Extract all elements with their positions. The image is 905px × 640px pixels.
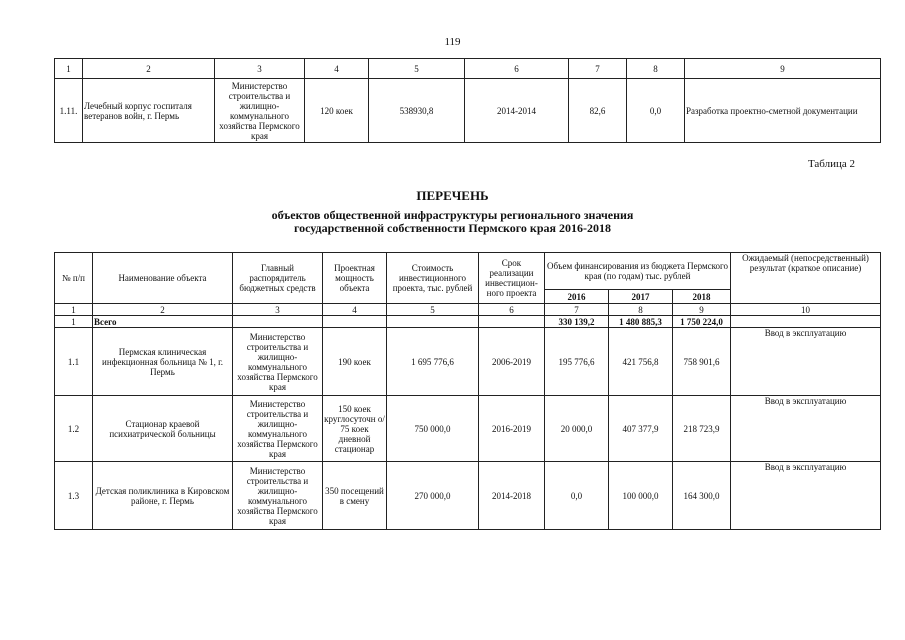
table-row [55, 328, 881, 396]
capacity: 350 посещений в смену [323, 462, 387, 530]
top-column-number-row [55, 59, 881, 79]
total-2016: 330 139,2 [545, 316, 609, 328]
table-row [55, 396, 881, 462]
col-number: 2 [93, 304, 233, 316]
object-name: Стационар краевой психиатрической больницы [93, 396, 233, 462]
col-number: 6 [479, 304, 545, 316]
top-table [54, 58, 881, 143]
project-cost: 538930,8 [369, 79, 465, 143]
header-num: № п/п [55, 253, 93, 304]
row-number: 1.1 [55, 328, 93, 396]
col-number: 2 [83, 59, 215, 79]
total-2018: 1 750 224,0 [673, 316, 731, 328]
budget-manager: Министерство строительства и жилищно-коммунального хозяйства Пермского края [233, 328, 323, 396]
col-number: 9 [673, 304, 731, 316]
col-number: 7 [569, 59, 627, 79]
total-2017: 1 480 885,3 [609, 316, 673, 328]
table-row [55, 79, 881, 143]
header-period: Срок реализации инвестицион-ного проекта [479, 253, 545, 304]
expected-result: Ввод в эксплуатацию [731, 396, 881, 462]
expected-result: Ввод в эксплуатацию [731, 462, 881, 530]
header-year-2018: 2018 [673, 290, 731, 304]
col-number: 6 [465, 59, 569, 79]
row-number: 1.3 [55, 462, 93, 530]
header-result: Ожидаемый (непосредственный) результат (краткое описание) [731, 253, 881, 304]
project-period: 2006-2019 [479, 328, 545, 396]
header-year-2017: 2017 [609, 290, 673, 304]
header-name: Наименование объекта [93, 253, 233, 304]
col-number: 4 [323, 304, 387, 316]
project-cost: 750 000,0 [387, 396, 479, 462]
capacity: 120 коек [305, 79, 369, 143]
document-subtitle-line-2: государственной собственности Пермского края 2016-2018 [293, 221, 612, 235]
financing-2017: 421 756,8 [609, 328, 673, 396]
table-caption: Таблица 2 [807, 158, 855, 170]
financing-2018: 218 723,9 [673, 396, 731, 462]
col-number: 1 [55, 59, 83, 79]
object-name: Детская поликлиника в Кировском районе, г. Пермь [93, 462, 233, 530]
col-number: 9 [685, 59, 881, 79]
financing-2018: 164 300,0 [673, 462, 731, 530]
main-table [54, 252, 881, 530]
object-name: Пермская клиническая инфекционная больница № 1, г. Пермь [93, 328, 233, 396]
col-number: 8 [609, 304, 673, 316]
financing-2017: 407 377,9 [609, 396, 673, 462]
budget-manager: Министерство строительства и жилищно-коммунального хозяйства Пермского края [233, 462, 323, 530]
document-title: ПЕРЕЧЕНЬ [416, 188, 489, 203]
value-1: 82,6 [569, 79, 627, 143]
financing-2016: 0,0 [545, 462, 609, 530]
col-number: 8 [627, 59, 685, 79]
column-number-row [55, 304, 881, 316]
total-num: 1 [55, 316, 93, 328]
capacity: 150 коек круглосуточн о/ 75 коек дневной стационар [323, 396, 387, 462]
capacity: 190 коек [323, 328, 387, 396]
col-number: 5 [369, 59, 465, 79]
financing-2018: 758 901,6 [673, 328, 731, 396]
financing-2017: 100 000,0 [609, 462, 673, 530]
row-number: 1.2 [55, 396, 93, 462]
financing-2016: 20 000,0 [545, 396, 609, 462]
col-number: 10 [731, 304, 881, 316]
financing-2016: 195 776,6 [545, 328, 609, 396]
project-period: 2014-2018 [479, 462, 545, 530]
expected-result: Ввод в эксплуатацию [731, 328, 881, 396]
row-number: 1.11. [55, 79, 83, 143]
col-number: 1 [55, 304, 93, 316]
total-row [55, 316, 881, 328]
expected-result: Разработка проектно-сметной документации [685, 79, 881, 143]
header-cost: Стоимость инвестиционного проекта, тыс. рублей [387, 253, 479, 304]
header-financing: Объем финансирования из бюджета Пермского края (по годам) тыс. рублей [545, 253, 731, 290]
col-number: 5 [387, 304, 479, 316]
document-subtitle-line-1: объектов общественной инфраструктуры регионального значения [271, 208, 634, 222]
project-period: 2016-2019 [479, 396, 545, 462]
col-number: 7 [545, 304, 609, 316]
header-capacity: Проектная мощность объекта [323, 253, 387, 304]
total-label: Всего [93, 316, 233, 328]
col-number: 3 [215, 59, 305, 79]
table-row [55, 462, 881, 530]
col-number: 4 [305, 59, 369, 79]
header-manager: Главный распорядитель бюджетных средств [233, 253, 323, 304]
page-number: 119 [444, 36, 461, 48]
value-2: 0,0 [627, 79, 685, 143]
budget-manager: Министерство строительства и жилищно-коммунального хозяйства Пермского края [233, 396, 323, 462]
project-cost: 270 000,0 [387, 462, 479, 530]
header-year-2016: 2016 [545, 290, 609, 304]
budget-manager: Министерство строительства и жилищно-коммунального хозяйства Пермского края [215, 79, 305, 143]
project-period: 2014-2014 [465, 79, 569, 143]
project-cost: 1 695 776,6 [387, 328, 479, 396]
col-number: 3 [233, 304, 323, 316]
object-name: Лечебный корпус госпиталя ветеранов войн, г. Пермь [83, 79, 215, 143]
header-row [55, 253, 881, 290]
